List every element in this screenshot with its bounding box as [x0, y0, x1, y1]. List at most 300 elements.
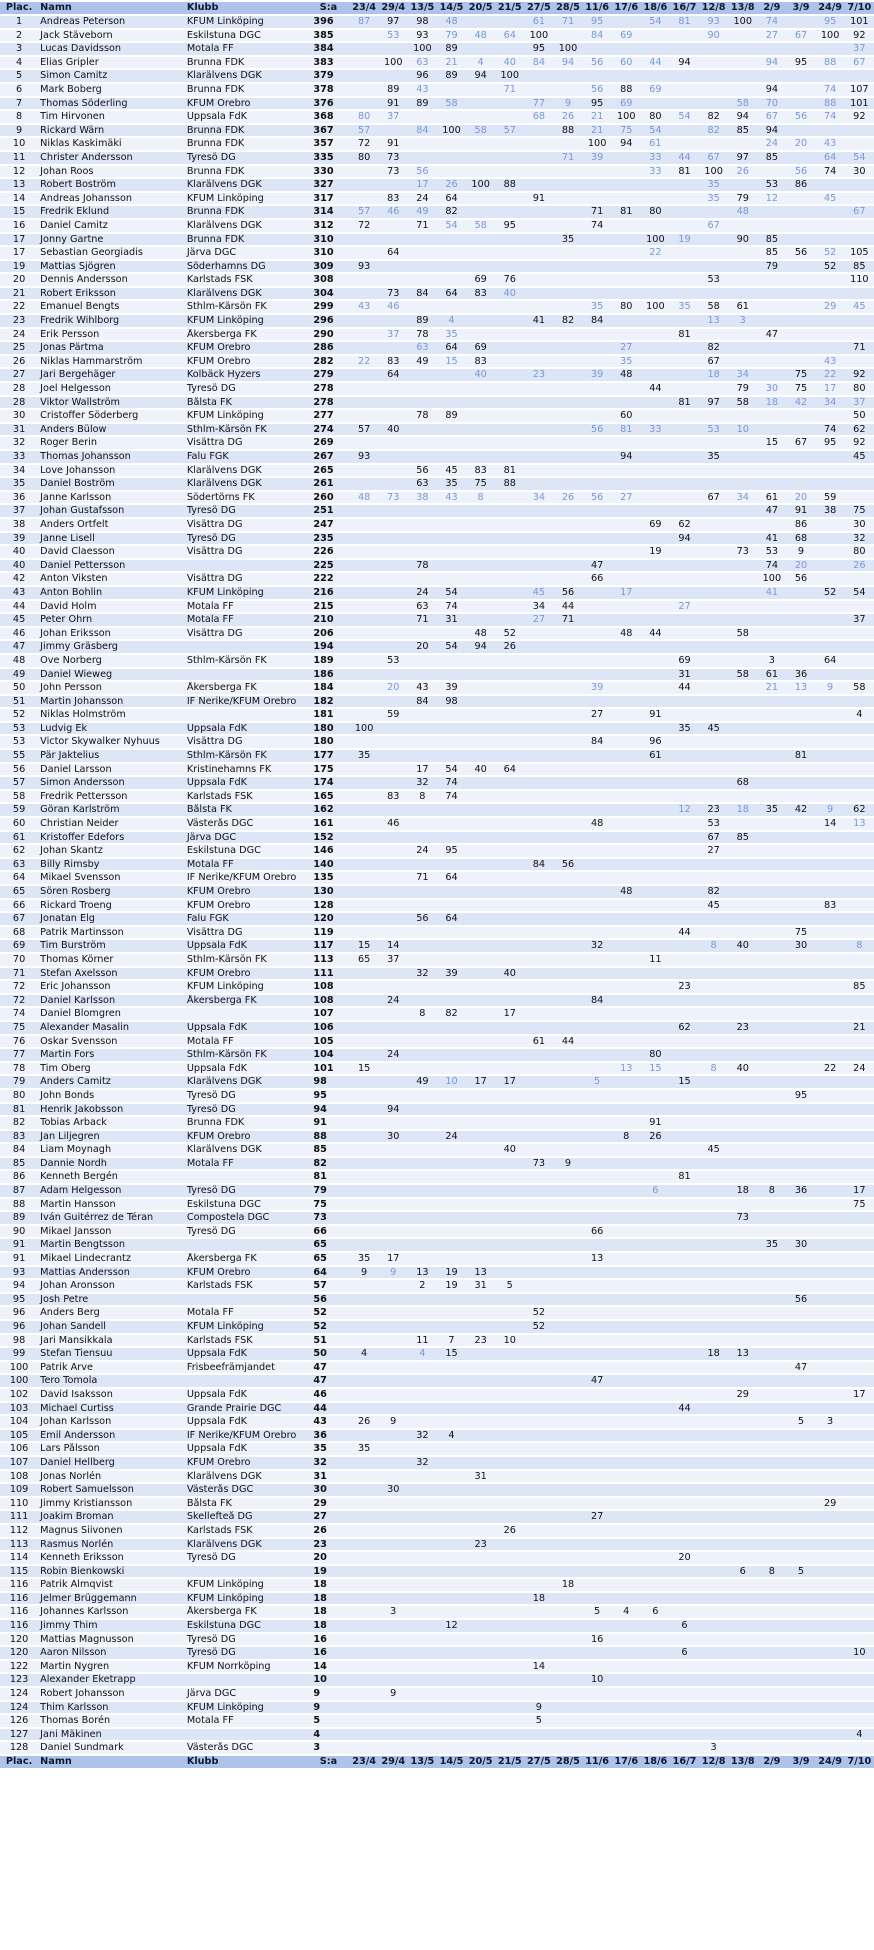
score-cell: 80 [641, 111, 670, 123]
total-score-cell: 384 [307, 43, 349, 55]
score-cell: 77 [524, 98, 553, 110]
score-cell [728, 1430, 757, 1442]
score-cell: 53 [379, 655, 408, 667]
score-cell [670, 750, 699, 762]
column-header: Klubb [185, 2, 308, 14]
score-cell [641, 1239, 670, 1251]
score-cell [379, 968, 408, 980]
score-cell [845, 927, 874, 939]
score-cell [495, 1063, 524, 1075]
total-score-cell: 117 [307, 940, 349, 952]
total-score-cell: 152 [307, 832, 349, 844]
total-score-cell: 235 [307, 533, 349, 545]
score-cell [350, 968, 379, 980]
club-cell: Brunna FDK [185, 125, 308, 137]
score-cell [786, 1661, 815, 1673]
table-row [0, 1715, 874, 1727]
score-cell [524, 410, 553, 422]
score-cell [612, 655, 641, 667]
score-cell [350, 1335, 379, 1347]
player-name-cell: Martin Johansson [38, 696, 185, 708]
score-cell: 94 [728, 111, 757, 123]
score-cell [612, 1566, 641, 1578]
player-name-cell: Jonny Gartne [38, 234, 185, 246]
score-cell [757, 342, 786, 354]
score-cell [553, 1144, 582, 1156]
score-cell [437, 1403, 466, 1415]
score-cell [524, 886, 553, 898]
score-cell [350, 1008, 379, 1020]
club-cell: Klarälvens DGK [185, 465, 308, 477]
score-cell [408, 1552, 437, 1564]
table-row [0, 1280, 874, 1292]
placement-cell: 5 [0, 70, 38, 82]
total-score-cell: 101 [307, 1063, 349, 1075]
score-cell [670, 1539, 699, 1551]
score-cell: 54 [437, 587, 466, 599]
player-name-cell: Jonas Norlén [38, 1471, 185, 1483]
score-cell [495, 1389, 524, 1401]
score-cell [524, 1416, 553, 1428]
score-cell: 100 [816, 30, 845, 42]
score-cell [699, 1593, 728, 1605]
score-cell [641, 397, 670, 409]
score-cell [728, 614, 757, 626]
score-cell [553, 1131, 582, 1143]
club-cell: KFUM Linköping [185, 1702, 308, 1714]
score-cell [786, 1144, 815, 1156]
score-cell: 64 [495, 30, 524, 42]
score-cell [728, 1647, 757, 1659]
score-cell [495, 166, 524, 178]
placement-cell: 39 [0, 533, 38, 545]
score-cell [379, 1307, 408, 1319]
score-cell [670, 1566, 699, 1578]
score-cell [845, 1634, 874, 1646]
total-score-cell: 16 [307, 1647, 349, 1659]
score-cell [466, 1511, 495, 1523]
score-cell [816, 1036, 845, 1048]
score-cell [379, 723, 408, 735]
score-cell [524, 1430, 553, 1442]
table-row [0, 709, 874, 721]
column-header: 16/7 [670, 2, 699, 14]
total-score-cell: 312 [307, 220, 349, 232]
score-cell [699, 1158, 728, 1170]
score-cell [728, 451, 757, 463]
table-row [0, 179, 874, 191]
score-cell: 18 [728, 804, 757, 816]
total-score-cell: 32 [307, 1457, 349, 1469]
score-cell [350, 655, 379, 667]
score-cell [816, 981, 845, 993]
score-cell [699, 478, 728, 490]
score-cell: 58 [466, 220, 495, 232]
score-cell [495, 98, 524, 110]
score-cell [408, 274, 437, 286]
score-cell [583, 723, 612, 735]
score-cell [437, 1144, 466, 1156]
score-cell [524, 641, 553, 653]
score-cell [612, 43, 641, 55]
score-cell: 17 [612, 587, 641, 599]
score-cell [553, 1647, 582, 1659]
column-header: 16/7 [670, 1756, 699, 1768]
score-cell [350, 1144, 379, 1156]
score-cell [466, 1729, 495, 1741]
score-cell: 27 [612, 492, 641, 504]
score-cell [612, 1389, 641, 1401]
score-cell [379, 628, 408, 640]
score-cell [728, 1321, 757, 1333]
score-cell [495, 1212, 524, 1224]
score-cell [466, 1104, 495, 1116]
placement-cell: 16 [0, 220, 38, 232]
score-cell [845, 736, 874, 748]
placement-cell: 7 [0, 98, 38, 110]
column-header: 3/9 [786, 2, 815, 14]
placement-cell: 9 [0, 125, 38, 137]
score-cell [350, 1715, 379, 1727]
score-cell [641, 1362, 670, 1374]
score-cell [612, 1226, 641, 1238]
score-cell [524, 968, 553, 980]
total-score-cell: 165 [307, 791, 349, 803]
player-name-cell: Mark Boberg [38, 84, 185, 96]
score-cell: 56 [786, 1294, 815, 1306]
score-cell [583, 1484, 612, 1496]
score-cell [350, 736, 379, 748]
placement-cell: 40 [0, 560, 38, 572]
score-cell: 26 [350, 1416, 379, 1428]
score-cell [350, 669, 379, 681]
placement-cell: 4 [0, 57, 38, 69]
total-score-cell: 27 [307, 1511, 349, 1523]
placement-cell: 80 [0, 1090, 38, 1102]
total-score-cell: 162 [307, 804, 349, 816]
score-cell: 44 [670, 1403, 699, 1415]
score-cell: 13 [699, 315, 728, 327]
score-cell [728, 342, 757, 354]
score-cell [699, 261, 728, 273]
score-cell [670, 1294, 699, 1306]
total-score-cell: 279 [307, 369, 349, 381]
total-score-cell: 29 [307, 1498, 349, 1510]
score-cell: 27 [524, 614, 553, 626]
placement-cell: 28 [0, 397, 38, 409]
player-name-cell: Adam Helgesson [38, 1185, 185, 1197]
score-cell: 88 [495, 478, 524, 490]
score-cell [728, 1552, 757, 1564]
score-cell [379, 614, 408, 626]
score-cell: 95 [786, 1090, 815, 1102]
score-cell [466, 723, 495, 735]
placement-cell: 89 [0, 1212, 38, 1224]
score-cell [408, 261, 437, 273]
score-cell [437, 533, 466, 545]
score-cell [845, 1076, 874, 1088]
score-cell [728, 682, 757, 694]
table-row [0, 356, 874, 368]
score-cell [612, 736, 641, 748]
score-cell [816, 1171, 845, 1183]
score-cell [583, 546, 612, 558]
table-row [0, 1539, 874, 1551]
player-name-cell: Tim Hirvonen [38, 111, 185, 123]
total-score-cell: 180 [307, 736, 349, 748]
score-cell [816, 465, 845, 477]
score-cell [524, 1375, 553, 1387]
score-cell [583, 628, 612, 640]
score-cell: 43 [816, 356, 845, 368]
score-cell: 8 [466, 492, 495, 504]
score-cell [553, 1688, 582, 1700]
score-cell: 110 [845, 274, 874, 286]
score-cell [612, 152, 641, 164]
score-cell [379, 1403, 408, 1415]
score-cell: 71 [553, 614, 582, 626]
total-score-cell: 108 [307, 995, 349, 1007]
score-cell [816, 1253, 845, 1265]
score-cell [524, 560, 553, 572]
score-cell [583, 1063, 612, 1075]
placement-cell: 46 [0, 628, 38, 640]
score-cell [641, 1226, 670, 1238]
club-cell: Falu FGK [185, 451, 308, 463]
score-cell [699, 573, 728, 585]
score-cell [553, 1403, 582, 1415]
score-cell [495, 573, 524, 585]
header-row-top [0, 2, 874, 14]
placement-cell: 90 [0, 1226, 38, 1238]
score-cell [408, 1484, 437, 1496]
score-cell [408, 383, 437, 395]
score-cell: 27 [757, 30, 786, 42]
score-cell: 90 [699, 30, 728, 42]
score-cell [466, 98, 495, 110]
score-cell: 100 [350, 723, 379, 735]
score-cell: 27 [670, 601, 699, 613]
score-cell: 54 [670, 111, 699, 123]
club-cell: Visättra DG [185, 519, 308, 531]
score-cell [757, 1579, 786, 1591]
score-cell [408, 832, 437, 844]
score-cell [437, 1647, 466, 1659]
score-cell [524, 1063, 553, 1075]
score-cell: 67 [699, 492, 728, 504]
score-cell [641, 1158, 670, 1170]
score-cell [553, 247, 582, 259]
score-cell [495, 1430, 524, 1442]
player-name-cell: Robert Eriksson [38, 288, 185, 300]
score-cell [757, 614, 786, 626]
total-score-cell: 177 [307, 750, 349, 762]
club-cell: Uppsala FdK [185, 1348, 308, 1360]
score-cell: 12 [757, 193, 786, 205]
score-cell [612, 913, 641, 925]
total-score-cell: 64 [307, 1267, 349, 1279]
score-cell [583, 614, 612, 626]
score-cell [350, 764, 379, 776]
total-score-cell: 314 [307, 206, 349, 218]
score-cell [699, 1226, 728, 1238]
score-cell [786, 478, 815, 490]
score-cell [408, 1104, 437, 1116]
score-cell [583, 451, 612, 463]
table-row [0, 968, 874, 980]
score-cell [757, 1280, 786, 1292]
score-cell [786, 818, 815, 830]
score-cell: 9 [379, 1688, 408, 1700]
player-name-cell: Daniel Boström [38, 478, 185, 490]
score-cell [641, 1348, 670, 1360]
score-cell [816, 764, 845, 776]
score-cell: 8 [757, 1185, 786, 1197]
score-cell [350, 1171, 379, 1183]
score-cell: 81 [612, 206, 641, 218]
score-cell [583, 1239, 612, 1251]
score-cell [350, 1511, 379, 1523]
score-cell [379, 1171, 408, 1183]
score-cell [495, 1688, 524, 1700]
score-cell [466, 1185, 495, 1197]
score-cell [408, 1049, 437, 1061]
placement-cell: 83 [0, 1131, 38, 1143]
score-cell [379, 641, 408, 653]
score-cell [816, 1511, 845, 1523]
score-cell [466, 614, 495, 626]
score-cell [466, 410, 495, 422]
score-cell [466, 1375, 495, 1387]
club-cell: Eskilstuna DGC [185, 30, 308, 42]
club-cell [185, 1239, 308, 1251]
total-score-cell: 367 [307, 125, 349, 137]
score-cell [757, 166, 786, 178]
placement-cell: 111 [0, 1511, 38, 1523]
score-cell [816, 1267, 845, 1279]
score-cell: 27 [583, 1511, 612, 1523]
score-cell: 69 [466, 274, 495, 286]
score-cell [466, 832, 495, 844]
score-cell [553, 641, 582, 653]
score-cell [350, 1036, 379, 1048]
score-cell: 3 [379, 1606, 408, 1618]
score-cell [816, 234, 845, 246]
score-cell [757, 791, 786, 803]
score-cell [350, 465, 379, 477]
score-cell [524, 573, 553, 585]
table-row [0, 519, 874, 531]
score-cell [845, 641, 874, 653]
score-cell [670, 193, 699, 205]
score-cell: 9 [816, 682, 845, 694]
score-cell [845, 601, 874, 613]
score-cell [786, 329, 815, 341]
score-cell [670, 1742, 699, 1754]
score-cell [583, 1144, 612, 1156]
score-cell [466, 166, 495, 178]
score-cell [583, 1702, 612, 1714]
score-cell [379, 913, 408, 925]
player-name-cell: Alexander Eketrapp [38, 1674, 185, 1686]
table-row [0, 1661, 874, 1673]
score-cell [641, 940, 670, 952]
placement-cell: 126 [0, 1715, 38, 1727]
score-cell [786, 1511, 815, 1523]
table-row [0, 1267, 874, 1279]
column-header: 28/5 [553, 1756, 582, 1768]
score-cell [553, 1294, 582, 1306]
score-cell [786, 451, 815, 463]
score-cell [350, 886, 379, 898]
player-name-cell: Johan Skantz [38, 845, 185, 857]
score-cell [583, 1620, 612, 1632]
score-cell [786, 274, 815, 286]
score-cell [728, 1239, 757, 1251]
score-cell [408, 750, 437, 762]
score-cell: 91 [524, 193, 553, 205]
total-score-cell: 383 [307, 57, 349, 69]
score-cell [583, 1742, 612, 1754]
score-cell [816, 777, 845, 789]
table-row [0, 410, 874, 422]
player-name-cell: Anders Ortfelt [38, 519, 185, 531]
player-name-cell: Mikael Svensson [38, 872, 185, 884]
table-row [0, 43, 874, 55]
score-cell [495, 111, 524, 123]
score-cell [786, 1443, 815, 1455]
placement-cell: 120 [0, 1634, 38, 1646]
score-cell [786, 1471, 815, 1483]
score-cell [786, 1131, 815, 1143]
score-cell: 29 [816, 1498, 845, 1510]
score-cell: 75 [786, 369, 815, 381]
score-cell [816, 1471, 845, 1483]
score-cell [641, 1294, 670, 1306]
score-cell: 83 [466, 465, 495, 477]
score-cell [757, 1647, 786, 1659]
table-row [0, 791, 874, 803]
score-cell: 84 [408, 288, 437, 300]
score-cell [670, 1335, 699, 1347]
score-cell [612, 1661, 641, 1673]
player-name-cell: David Claesson [38, 546, 185, 558]
score-cell [583, 1362, 612, 1374]
total-score-cell: 23 [307, 1539, 349, 1551]
column-header: 21/5 [495, 2, 524, 14]
score-cell: 10 [495, 1335, 524, 1347]
score-cell [437, 736, 466, 748]
score-cell [553, 764, 582, 776]
score-cell [524, 1104, 553, 1116]
score-cell: 62 [845, 424, 874, 436]
score-cell [641, 261, 670, 273]
score-cell: 56 [408, 465, 437, 477]
score-cell: 8 [408, 791, 437, 803]
placement-cell: 6 [0, 84, 38, 96]
score-cell [524, 533, 553, 545]
score-cell: 94 [466, 70, 495, 82]
score-cell [466, 1715, 495, 1727]
total-score-cell: 296 [307, 315, 349, 327]
score-cell [786, 234, 815, 246]
score-cell [786, 1335, 815, 1347]
score-cell [699, 1267, 728, 1279]
score-cell [379, 777, 408, 789]
score-cell [670, 1362, 699, 1374]
score-cell [670, 709, 699, 721]
club-cell: Visättra DG [185, 546, 308, 558]
